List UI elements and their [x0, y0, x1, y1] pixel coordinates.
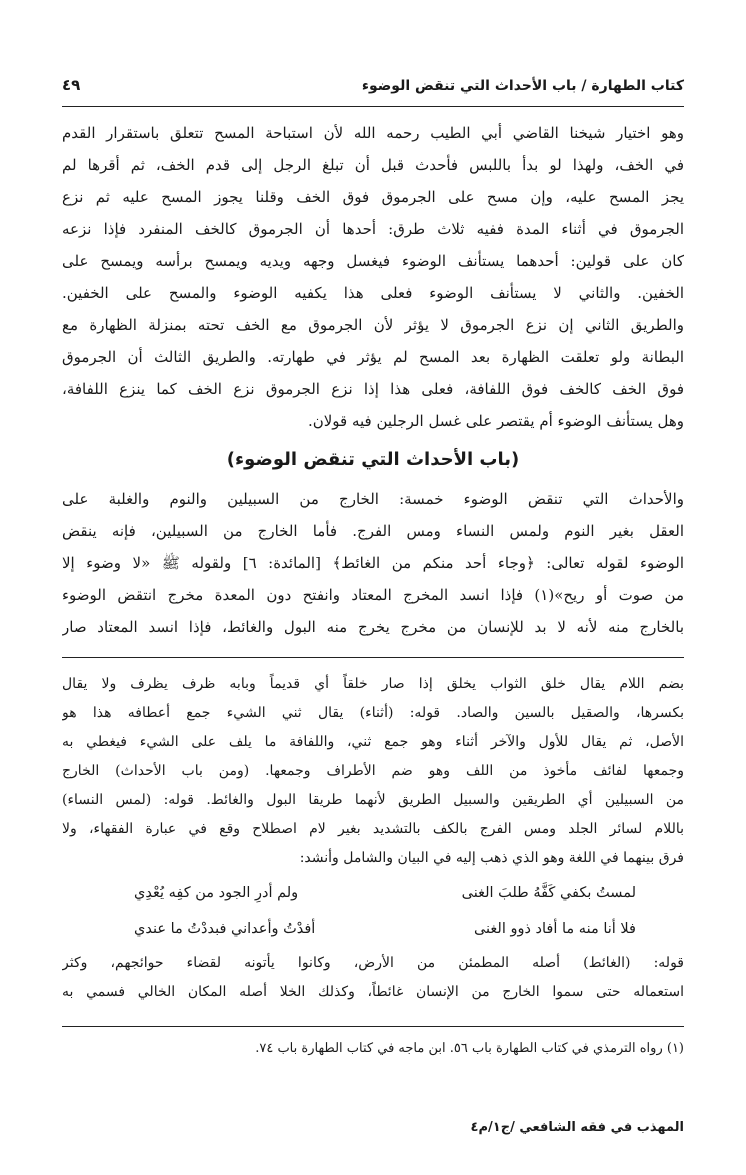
main-text-line: الجرموق في أثناء المدة ففيه ثلاث طرق: أحدها أن الجرموق كالخف المنفرد فإذا نزعه: [62, 220, 684, 238]
commentary-section: [62, 670, 684, 1007]
main-text-line: والأحداث التي تنقض الوضوء خمسة: الخارج من السبيلين والنوم والغلبة على: [62, 490, 684, 508]
commentary-line: باللام لسائر الجلد ومس الفرج بالكف بالتشديد بغير لام اصطلاح وقع في عبارة الفقهاء، ولا: [62, 821, 684, 837]
main-text-line: من صوت أو ريح»(١) فإذا انسد المخرج المعتاد وانفتح دون المعدة مخرج انتقض الوضوء: [62, 586, 684, 604]
commentary-line: وجمعها لفائف مأخوذ من اللف وهو ضم الأطراف وجمعها. (ومن باب الأحداث) الخارج: [62, 763, 684, 779]
main-text-line: يجز المسح عليه، وإن مسح على الجرموق فوق الخف وقلنا يجوز المسح عليه ثم نزع: [62, 188, 684, 206]
commentary-line: الأصل، ثم يقال للأول والآخر أثناء وهو جمع ثني، واللفافة ما يلف على الشيء فيغطي به: [62, 734, 684, 750]
footnote: (١) رواه الترمذي في كتاب الطهارة باب ٥٦. ابن ماجه في كتاب الطهارة باب ٧٤.: [255, 1041, 684, 1056]
poem-verse: [62, 875, 684, 911]
main-text-line: فوق الخف كالخف فوق اللفافة، فعلى هذا إذا نزع الجرموق نزع الخف كما ينزع اللفافة،: [62, 380, 684, 398]
footnote-divider: [62, 1026, 684, 1027]
main-text: [62, 117, 684, 643]
main-text-line: وهل يستأنف الوضوء أم يقتصر على غسل الرجلين فيه قولان.: [307, 412, 684, 430]
verse-first-hemistich: فلا أنا منه ما أفاد ذوو الغنى: [473, 921, 636, 937]
commentary-line: بكسرها، والصقيل بالسين والصاد. قوله: (أثناء) يقال ثني الشيء جمع أعطافه هذا هو: [62, 705, 684, 721]
chapter-heading: (باب الأحداث التي تنقض الوضوء): [226, 449, 520, 470]
verse-second-hemistich: ولم أدرِ الجود من كفِه يُعْدِي: [134, 885, 299, 901]
commentary-line: بضم اللام يقال خلق الثواب يخلق إذا صار خلقاً أي قديماً وبابه ظرف يظرف ولا يقال: [62, 676, 684, 692]
main-text-line: البطانة ولو تعلقت الظهارة بعد المسح لم يؤثر في طهارته. والطريق الثالث أن الجرموق: [62, 348, 684, 366]
page-number: ٤٩: [62, 76, 81, 94]
main-text-line: العقل بغير النوم ولمس النساء ومس الفرج. فأما الخارج من السبيلين، فإنه ينقض: [62, 522, 684, 540]
main-text-line: بالخارج منه لأنه لا بد للإنسان من مخرج يخرج منه البول والغائط، فإذا انسد المعتاد صار: [62, 618, 684, 636]
main-text-line: الخفين. والثاني لا يستأنف الوضوء فعلى هذا يكفيه الوضوء والمسح على الخفين.: [62, 284, 684, 302]
commentary-divider: [62, 657, 684, 658]
commentary-line: فرق بينهما في اللغة وهو الذي ذهب إليه في البيان والشامل وأنشد:: [299, 850, 684, 866]
header-title: كتاب الطهارة / باب الأحداث التي تنقض الوضوء: [361, 78, 684, 94]
main-text-line: والطريق الثاني إن نزع الجرموق لا يؤثر لأن الجرموق مع الخف تحته بمنزلة الظهارة مع: [62, 316, 684, 334]
running-header: [62, 72, 684, 107]
book-footer: المهذب في فقه الشافعي /ج١/م٤: [470, 1120, 684, 1135]
commentary-line: استعماله حتى سموا الخارج من الإنسان غائطاً، وكذلك الخلا أصله المكان الخالي فسمي به: [62, 984, 684, 1000]
poem-verse: [62, 911, 684, 947]
commentary-line: قوله: (الغائط) أصله المطمئن من الأرض، وكانوا يأتونه لقضاء حوائجهم، وكثر: [62, 955, 684, 971]
commentary-line: من السبيلين أي الطريقين والسبيل الطريق لأنهما طريقا البول والغائط. قوله: (لمس النساء): [62, 792, 684, 808]
verse-first-hemistich: لمستُ بكفي كَفَّهُ طلبَ الغنى: [461, 885, 636, 901]
main-text-line: الوضوء لقوله تعالى: ﴿وجاء أحد منكم من الغائط﴾ [المائدة: ٦] ولقوله ﷺ «لا وضوء إلا: [62, 554, 684, 572]
main-text-line: وهو اختيار شيخنا القاضي أبي الطيب رحمه الله لأن استباحة المسح تتعلق باستقرار القدم: [62, 124, 684, 142]
poem-verses: [62, 875, 684, 947]
main-text-line: كان على قولين: أحدهما يستأنف الوضوء فيغسل وجهه ويديه ويمسح برأسه ويمسح على: [62, 252, 684, 270]
main-text-line: في الخف، ولهذا لو بدأ باللبس فأحدث قبل أن تبلغ الرجل إلى قدم الخف، ثم أقرها لم: [62, 156, 684, 174]
verse-second-hemistich: أفدْتُ وأعداني فبددْتُ ما عندي: [134, 921, 316, 937]
